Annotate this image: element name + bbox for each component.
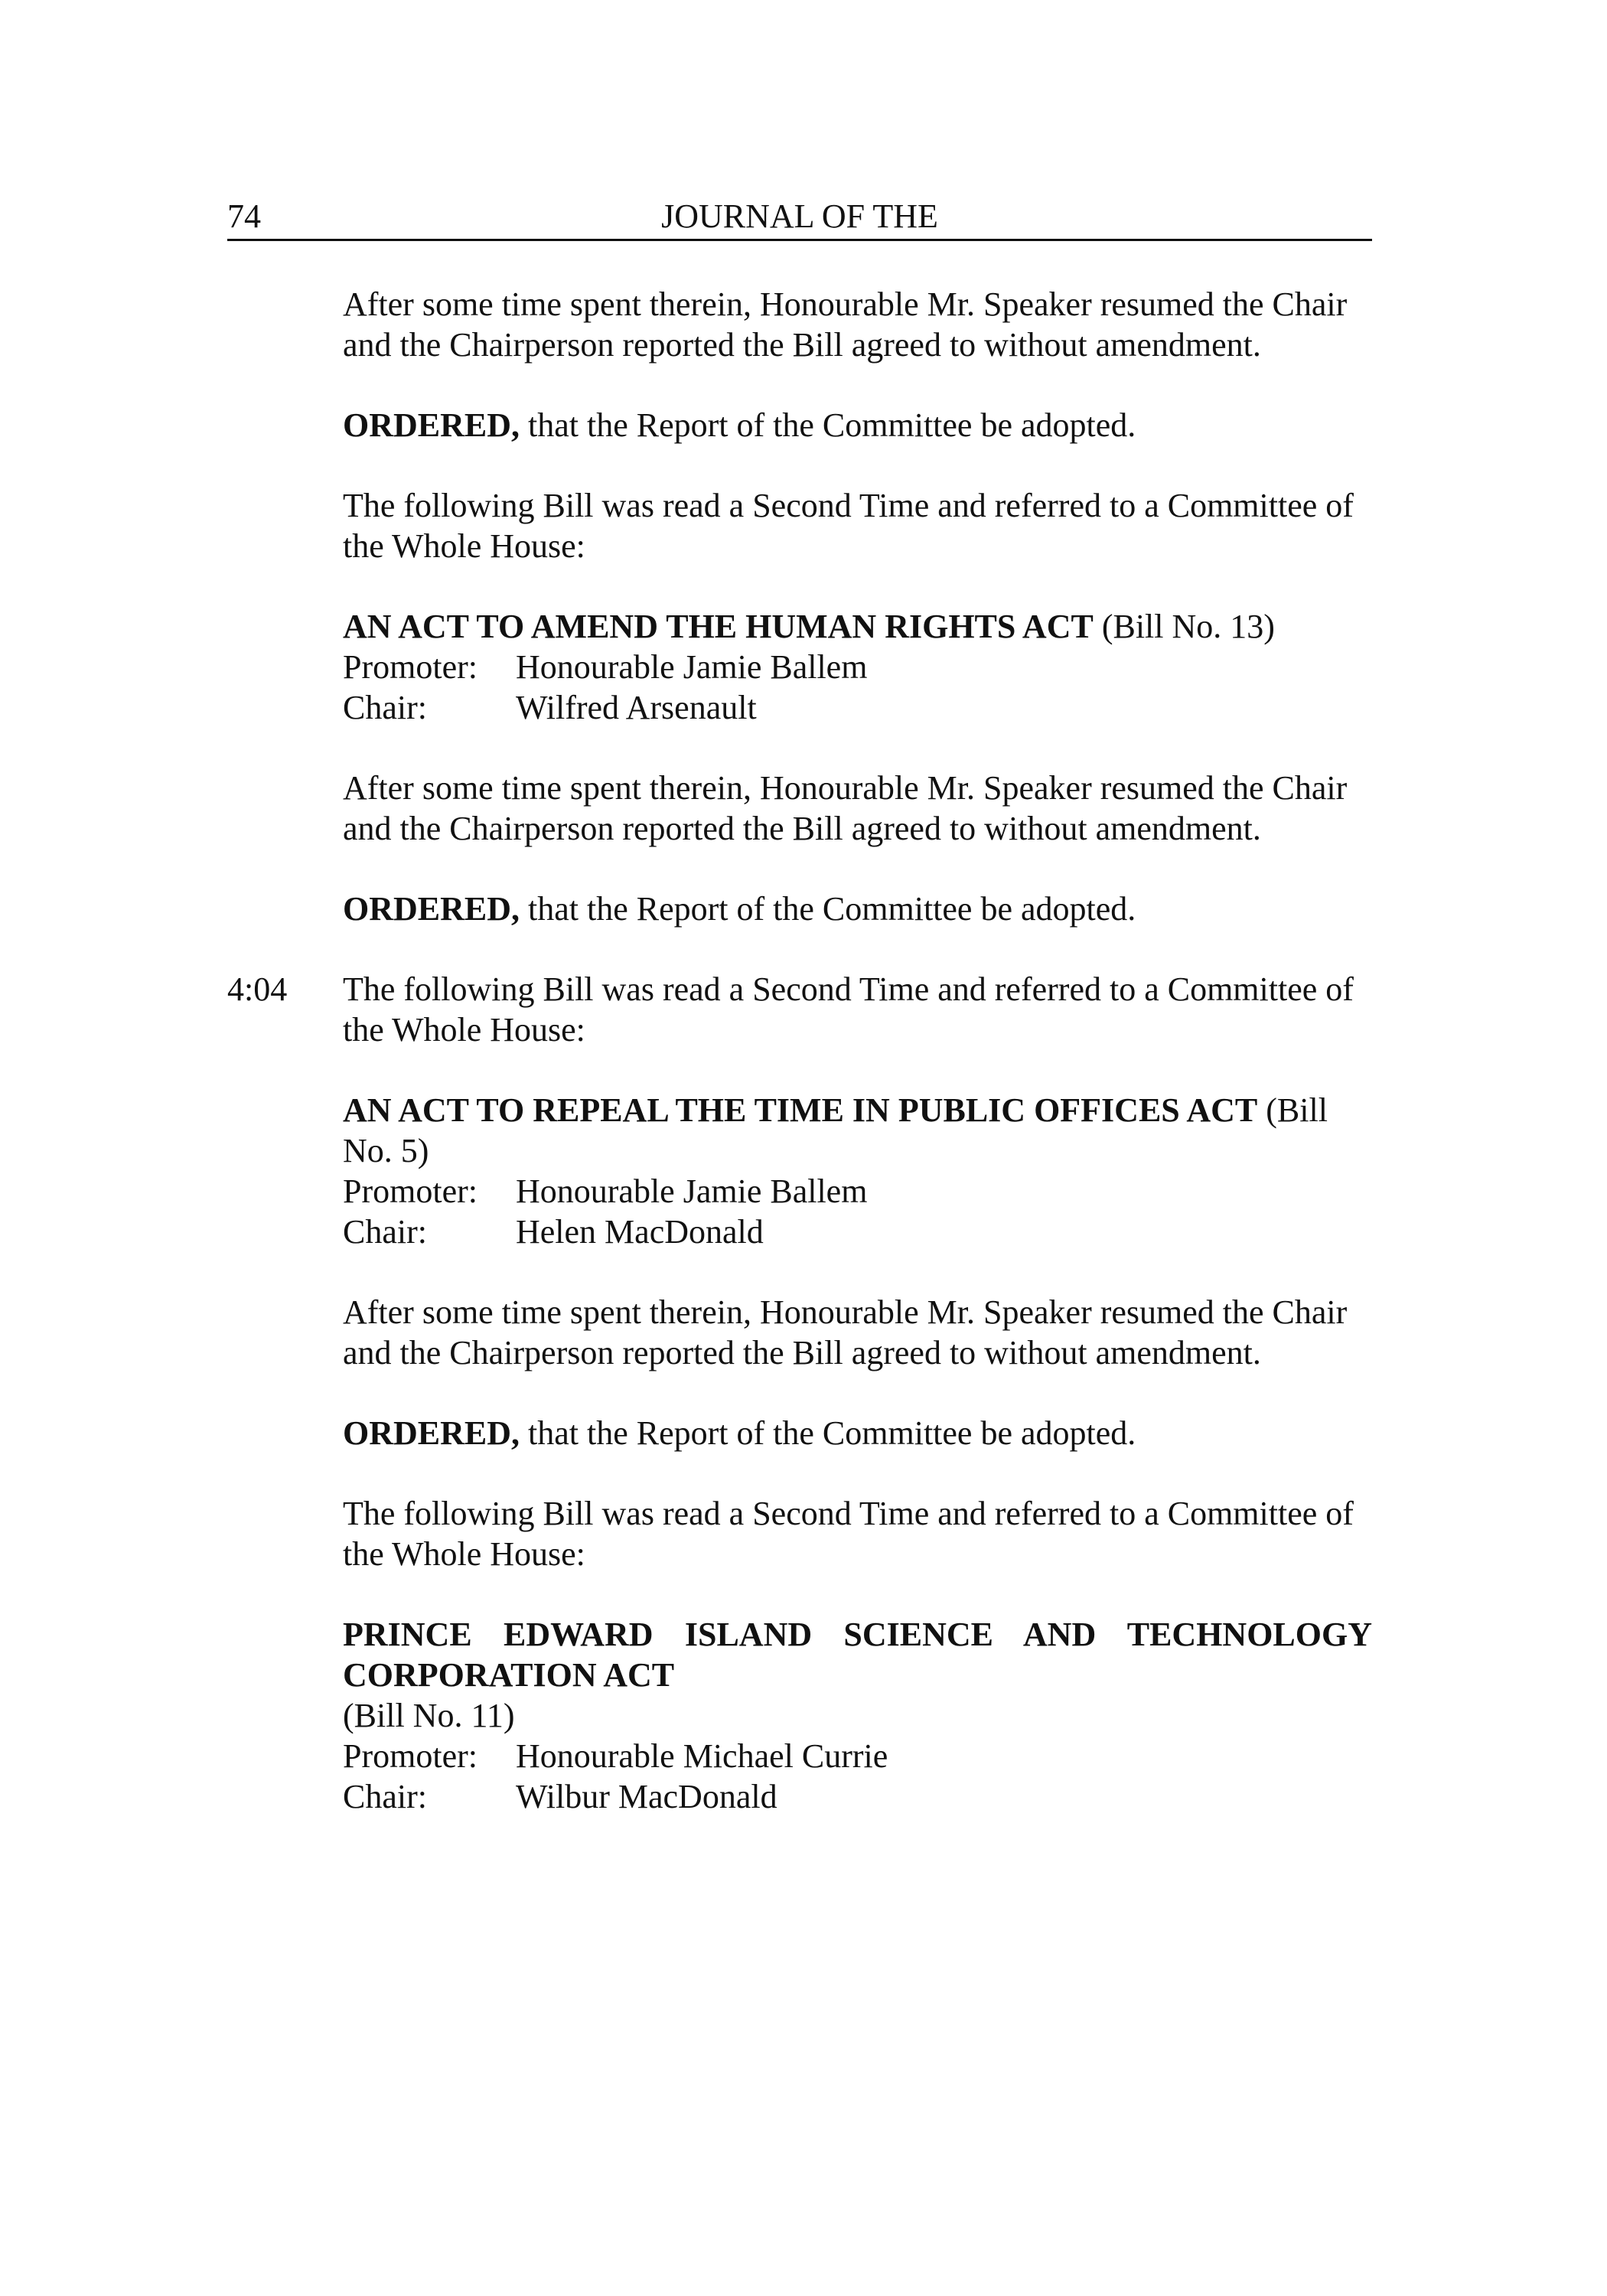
promoter-name: Honourable Michael Currie: [516, 1737, 888, 1775]
ordered-text: that the Report of the Committee be adopted.: [520, 890, 1136, 928]
bill-heading: [343, 1090, 1372, 1171]
page-header: [227, 194, 1372, 241]
chair-line: [343, 1776, 1372, 1817]
chair-name: Wilfred Arsenault: [516, 689, 757, 726]
promoter-line: [343, 647, 1372, 687]
time-stamp: 4:04: [227, 970, 288, 1008]
ordered-paragraph: [343, 1413, 1372, 1453]
bill-title: AN ACT TO AMEND THE HUMAN RIGHTS ACT: [343, 608, 1094, 645]
chair-name: Wilbur MacDonald: [516, 1778, 777, 1815]
ordered-text: that the Report of the Committee be adopted.: [520, 406, 1136, 444]
chair-label: Chair:: [343, 689, 427, 726]
ordered-label: ORDERED,: [343, 406, 520, 444]
bill-number: (Bill No. 11): [343, 1697, 515, 1734]
bill-title-line-1: PRINCE EDWARD ISLAND SCIENCE AND TECHNOLOGY: [343, 1616, 1372, 1653]
second-reading-text: The following Bill was read a Second Time and referred to a Committee of the Whole House:: [343, 970, 1354, 1049]
bill-entry-13: [343, 606, 1372, 728]
chair-name: Helen MacDonald: [516, 1213, 764, 1251]
speaker-resumed-paragraph: After some time spent therein, Honourable Mr. Speaker resumed the Chair and the Chairperson reported the Bill agreed to without amendment.: [343, 285, 1348, 364]
promoter-line: [343, 1171, 1372, 1212]
second-reading-paragraph: [227, 969, 1372, 1050]
chair-line: [343, 687, 1372, 728]
ordered-text: that the Report of the Committee be adopted.: [520, 1414, 1136, 1452]
bill-entry-11: [343, 1614, 1372, 1817]
ordered-label: ORDERED,: [343, 890, 520, 928]
promoter-label: Promoter:: [343, 1172, 478, 1210]
bill-heading: [343, 606, 1372, 647]
promoter-name: Honourable Jamie Ballem: [516, 648, 868, 686]
ordered-paragraph: [343, 889, 1372, 929]
bill-title-line-2: CORPORATION ACT: [343, 1656, 675, 1694]
promoter-name: Honourable Jamie Ballem: [516, 1172, 868, 1210]
running-title: JOURNAL OF THE: [661, 197, 938, 235]
chair-label: Chair:: [343, 1213, 427, 1251]
journal-content: [227, 284, 1372, 1857]
speaker-resumed-paragraph: After some time spent therein, Honourable Mr. Speaker resumed the Chair and the Chairperson reported the Bill agreed to without amendment.: [343, 1293, 1348, 1371]
bill-title: AN ACT TO REPEAL THE TIME IN PUBLIC OFFICES ACT: [343, 1091, 1258, 1129]
page-number: 74: [227, 197, 261, 235]
speaker-resumed-paragraph: After some time spent therein, Honourable Mr. Speaker resumed the Chair and the Chairperson reported the Bill agreed to without amendment.: [343, 769, 1348, 847]
chair-label: Chair:: [343, 1778, 427, 1815]
ordered-paragraph: [343, 405, 1372, 445]
promoter-label: Promoter:: [343, 648, 478, 686]
second-reading-paragraph: The following Bill was read a Second Time and referred to a Committee of the Whole House:: [343, 487, 1354, 565]
bill-number: (Bill No. 13): [1093, 608, 1275, 645]
bill-entry-5: [343, 1090, 1372, 1252]
second-reading-paragraph: The following Bill was read a Second Time and referred to a Committee of the Whole House:: [343, 1495, 1354, 1573]
chair-line: [343, 1212, 1372, 1252]
ordered-label: ORDERED,: [343, 1414, 520, 1452]
promoter-line: [343, 1736, 1372, 1776]
bill-number: (Bill No. 5): [343, 1091, 1328, 1169]
promoter-label: Promoter:: [343, 1737, 478, 1775]
